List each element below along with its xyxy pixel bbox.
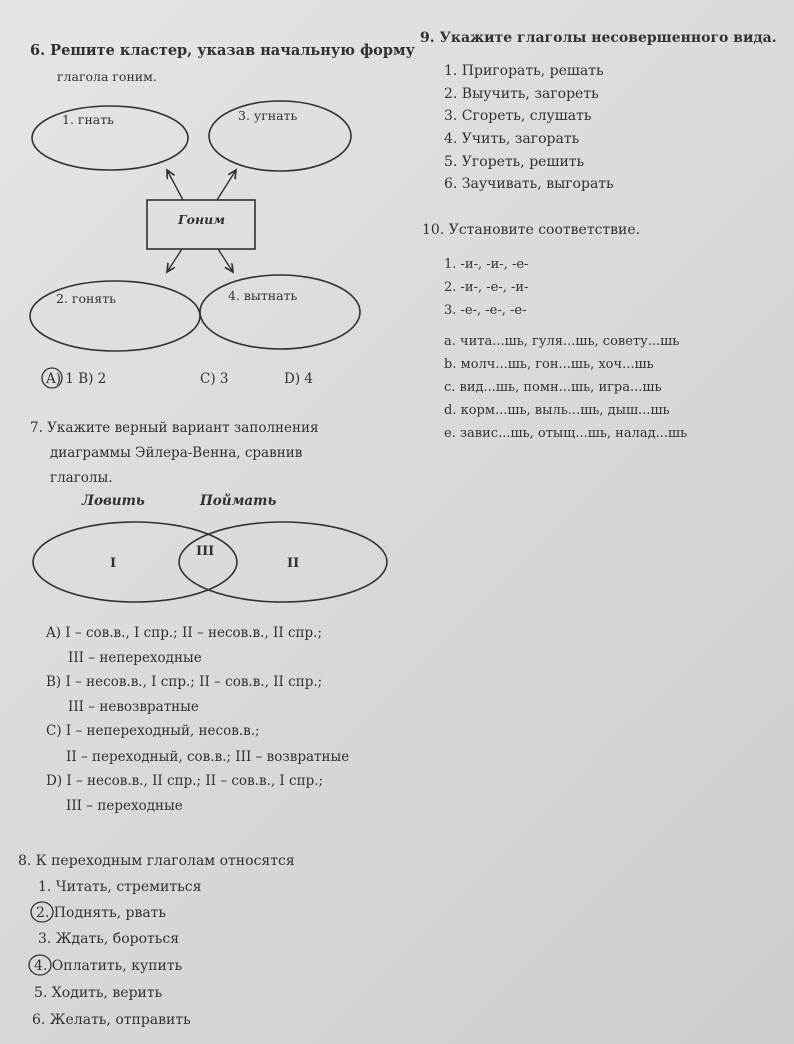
venn-zone-3: III xyxy=(196,544,215,559)
q10-ending-3: 3. -е-, -е-, -е- xyxy=(444,303,527,318)
q7-option-c-cont: II – переходный, сов.в.; III – возвратные xyxy=(66,749,350,765)
q6-answer-ab: A) 1 B) 2 xyxy=(46,371,107,387)
q7-option-b: B) I – несов.в., I спр.; II – сов.в., II спр.; xyxy=(46,674,323,690)
q10-title: 10. Установите соответствие. xyxy=(422,222,641,238)
q7-title-line2: диаграммы Эйлера-Венна, сравнив xyxy=(50,445,303,461)
q6-title: 6. Решите кластер, указав начальную форму xyxy=(30,42,415,59)
q7-title-line3: глаголы. xyxy=(50,470,113,486)
q10-ending-1: 1. -и-, -и-, -е- xyxy=(444,257,529,272)
cluster-label-4: 4. вытнать xyxy=(228,288,298,303)
q9-item-2: 2. Выучить, загореть xyxy=(444,86,599,102)
q10-word-a: a. чита...шь, гуля...шь, совету...шь xyxy=(444,334,680,349)
q9-item-1: 1. Пригорать, решать xyxy=(444,63,604,79)
venn-left-ellipse xyxy=(33,522,237,602)
arrow-to-2 xyxy=(167,249,182,272)
q9-title: 9. Укажите глаголы несовершенного вида. xyxy=(420,30,777,46)
q8-item-3: 3. Ждать, бороться xyxy=(38,931,180,947)
venn-right-word: Поймать xyxy=(200,493,277,509)
q7-option-a-cont: III – непереходные xyxy=(68,650,202,666)
cluster-label-1: 1. гнать xyxy=(62,112,114,127)
q8-item-2: 2. Поднять, рвать xyxy=(36,905,167,921)
q7-option-b-cont: III – невозвратные xyxy=(68,699,199,715)
arrow-to-1 xyxy=(167,170,183,200)
venn-zone-2: II xyxy=(287,556,300,571)
q6-title-line2: глагола гоним. xyxy=(57,69,157,84)
q7-option-d: D) I – несов.в., II спр.; II – сов.в., I спр.; xyxy=(46,773,324,789)
q7-option-d-cont: III – переходные xyxy=(66,798,183,814)
venn-left-word: Ловить xyxy=(82,493,145,509)
q8-item-6: 6. Желать, отправить xyxy=(32,1012,191,1028)
q6-answer-c: C) 3 xyxy=(200,371,229,387)
q10-word-e: e. завис...шь, отыщ...шь, налад...шь xyxy=(444,426,688,441)
q9-item-4: 4. Учить, загорать xyxy=(444,131,580,147)
q8-title: 8. К переходным глаголам относятся xyxy=(18,853,295,869)
q9-item-3: 3. Сгореть, слушать xyxy=(444,108,592,124)
venn-right-ellipse xyxy=(179,522,387,602)
venn-zone-1: I xyxy=(110,556,117,571)
q10-word-b: b. молч...шь, гон...шь, хоч...шь xyxy=(444,357,654,372)
q9-item-5: 5. Угореть, решить xyxy=(444,154,585,170)
q10-word-c: c. вид...шь, помн...шь, игра...шь xyxy=(444,380,662,395)
cluster-ellipse-4 xyxy=(200,275,360,349)
cluster-center-label: Гоним xyxy=(178,212,226,227)
q9-item-6: 6. Заучивать, выгорать xyxy=(444,176,614,192)
q10-word-d: d. корм...шь, выль...шь, дыш...шь xyxy=(444,403,670,418)
q8-item-4: 4. Оплатить, купить xyxy=(34,958,183,974)
arrow-to-4 xyxy=(218,249,233,272)
q7-option-c: C) I – непереходный, несов.в.; xyxy=(46,723,260,739)
q6-answer-d: D) 4 xyxy=(284,371,313,387)
q8-item-1: 1. Читать, стремиться xyxy=(38,879,202,895)
arrow-to-3 xyxy=(217,170,236,200)
cluster-label-2: 2. гонять xyxy=(56,291,116,306)
q8-item-5: 5. Ходить, верить xyxy=(34,985,163,1001)
cluster-label-3: 3. угнать xyxy=(238,108,298,123)
q7-option-a: A) I – сов.в., I спр.; II – несов.в., II спр.; xyxy=(46,625,323,641)
q10-ending-2: 2. -и-, -е-, -и- xyxy=(444,280,529,295)
q7-title-line1: 7. Укажите верный вариант заполнения xyxy=(30,420,319,436)
